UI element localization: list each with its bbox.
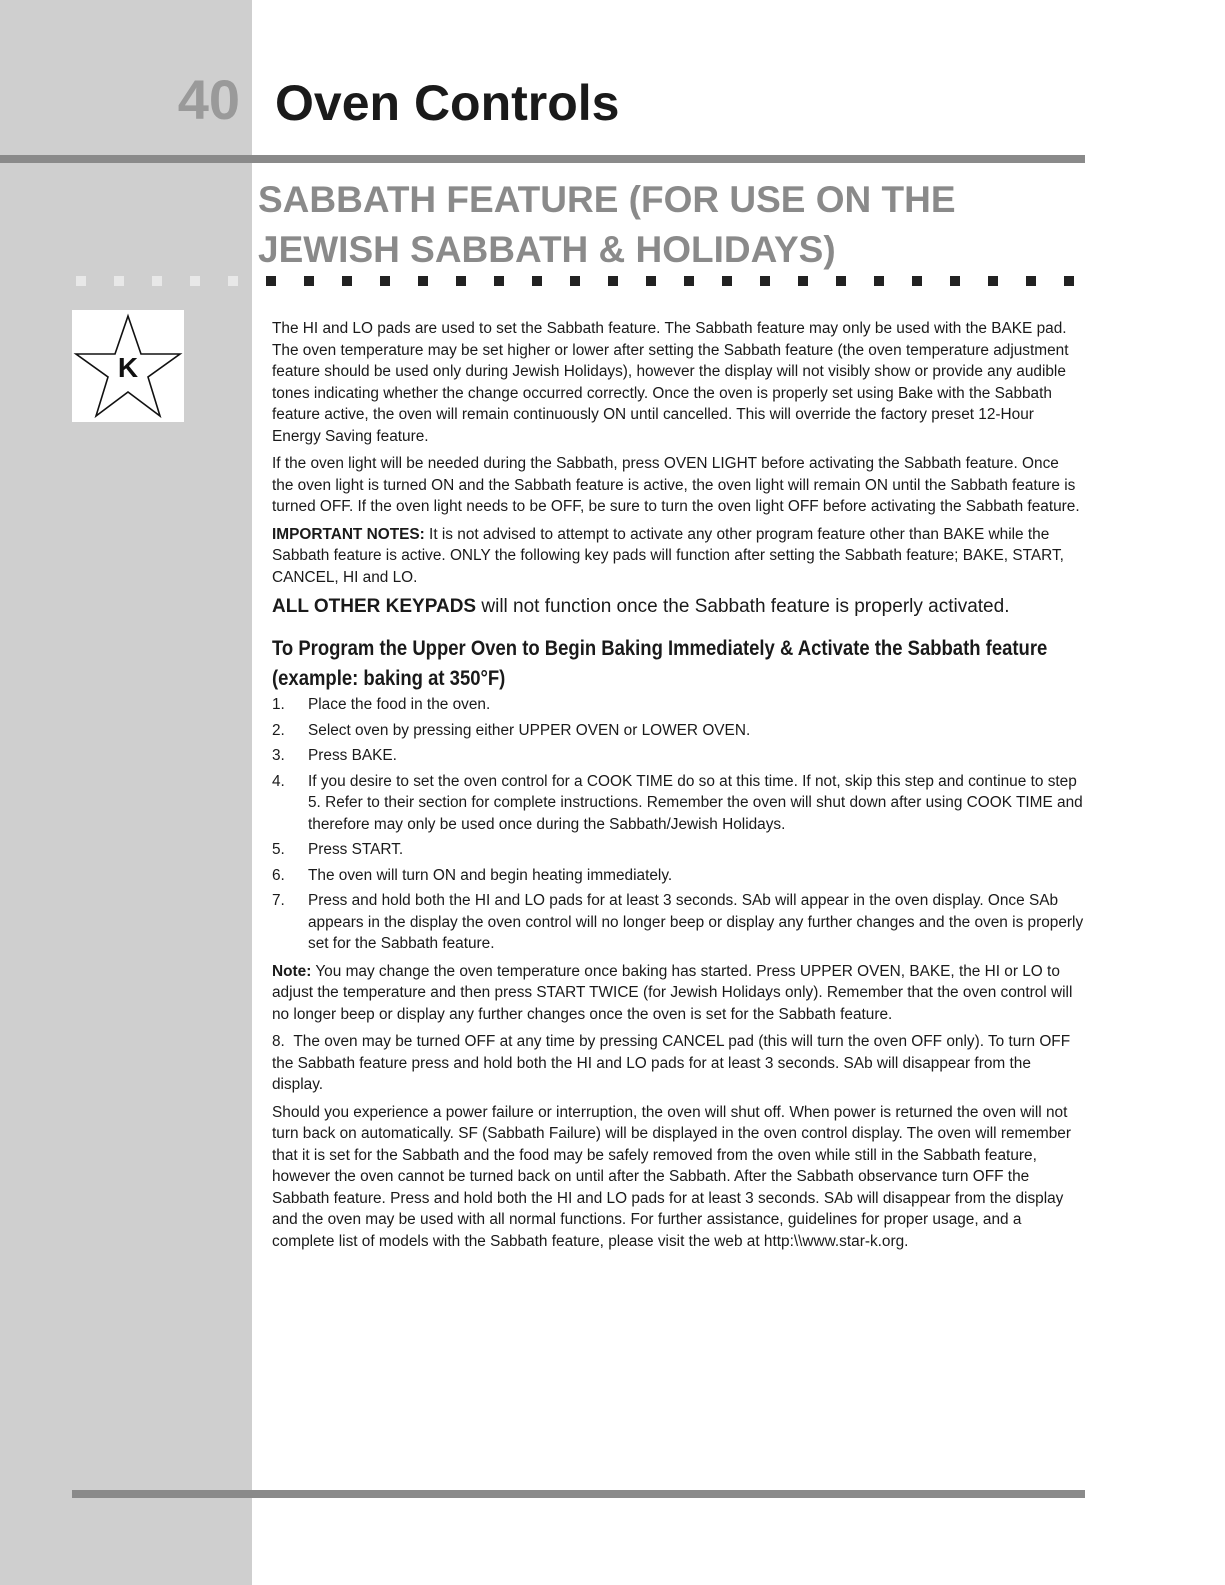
- main-content: [272, 318, 1084, 1258]
- divider-square: [722, 276, 732, 286]
- step-8-text: The oven may be turned OFF at any time by pressing CANCEL pad (this will turn the oven OFF only). To turn OFF the Sabbath feature press and hold both the HI and LO pads for at least 3 seconds. SAb will disappear from the display.: [272, 1033, 1071, 1093]
- divider-square: [342, 276, 352, 286]
- divider-square: [798, 276, 808, 286]
- divider-square: [532, 276, 542, 286]
- important-notes-label: IMPORTANT NOTES:: [272, 525, 425, 543]
- divider-square: [608, 276, 618, 286]
- divider-square: [874, 276, 884, 286]
- divider-square: [190, 276, 200, 286]
- header-rule: [0, 155, 1085, 163]
- intro-paragraph-1: The HI and LO pads are used to set the Sabbath feature. The Sabbath feature may only be used with the BAKE pad. The oven temperature may be set higher or lower after setting the Sabbath feature (the oven temperature adjustment feature should be used only during Jewish Holidays), however the display will not visibly show or provide any audible tones indicating whether the change occurred correctly. Once the oven is properly set using Bake with the Sabbath feature active, the oven will remain continuously ON until cancelled. This will override the factory preset 12-Hour Energy Saving feature.: [272, 320, 1069, 445]
- divider-square: [494, 276, 504, 286]
- divider-square: [228, 276, 238, 286]
- note-paragraph: [272, 961, 1084, 1026]
- power-failure-paragraph: Should you experience a power failure or interruption, the oven will shut off. When power is returned the oven will not turn back on automatically. SF (Sabbath Failure) will be displayed in the oven control display. The oven will remember that it is set for the Sabbath and the food may be safely removed from the oven while still in the Sabbath feature, however the oven cannot be turned back on until after the Sabbath. After the Sabbath observance turn OFF the Sabbath feature. Press and hold both the HI and LO pads for at least 3 seconds. SAb will disappear from the display and the oven may be used with all normal functions. For further assistance, guidelines for proper usage, and a complete list of models with the Sabbath feature, please visit the web at http:\\www.star-k.org.: [272, 1103, 1071, 1250]
- intro-paragraph-2: If the oven light will be needed during the Sabbath, press OVEN LIGHT before activating the Sabbath feature. Once the oven light is turned ON and the Sabbath feature is active, the oven light will remain ON until the Sabbath feature is turned OFF. If the oven light needs to be OFF, be sure to turn the oven light OFF before activating the Sabbath feature.: [272, 455, 1080, 515]
- star-k-logo: [72, 310, 184, 422]
- dotted-divider: [0, 276, 1085, 288]
- important-notes-text: It is not advised to attempt to activate any other program feature other than BAKE while the Sabbath feature is active. ONLY the following key pads will function after setting the Sabbath feature; BAKE, START, CANCEL, HI and LO.: [272, 525, 1064, 586]
- list-item: 3. Press BAKE.: [272, 747, 397, 764]
- divider-square: [76, 276, 86, 286]
- divider-square: [1064, 276, 1074, 286]
- divider-square: [1026, 276, 1036, 286]
- star-icon: [72, 310, 184, 422]
- step-8: [272, 1031, 1084, 1096]
- divider-square: [760, 276, 770, 286]
- program-steps: [272, 694, 1084, 955]
- note-label: Note:: [272, 962, 312, 980]
- important-notes: [272, 524, 1084, 589]
- footer-rule: [72, 1490, 1085, 1498]
- divider-square: [456, 276, 466, 286]
- page-title: Oven Controls: [275, 75, 620, 131]
- divider-square: [836, 276, 846, 286]
- divider-square: [418, 276, 428, 286]
- divider-square: [152, 276, 162, 286]
- divider-square: [380, 276, 390, 286]
- divider-square: [646, 276, 656, 286]
- step-8-number: 8.: [272, 1033, 285, 1050]
- divider-square: [684, 276, 694, 286]
- divider-square: [266, 276, 276, 286]
- note-text: You may change the oven temperature once baking has started. Press UPPER OVEN, BAKE, the HI or LO to adjust the temperature and then press START TWICE (for Jewish Holidays only). Remember that the oven control will no longer beep or display any further changes once the oven is set for the Sabbath feature.: [272, 962, 1073, 1023]
- logo-letter: K: [117, 352, 139, 383]
- page-number: 40: [177, 68, 240, 131]
- list-item: 1. Place the food in the oven.: [272, 696, 491, 713]
- list-item: 7. Press and hold both the HI and LO pads for at least 3 seconds. SAb will appear in the oven display. Once SAb appears in the display the oven control will no longer beep or display any further changes and the oven is properly set for the Sabbath feature.: [272, 892, 1084, 952]
- divider-square: [988, 276, 998, 286]
- left-sidebar-band: [0, 0, 252, 1585]
- divider-square: [950, 276, 960, 286]
- divider-square: [570, 276, 580, 286]
- divider-square: [304, 276, 314, 286]
- list-item: 2. Select oven by pressing either UPPER OVEN or LOWER OVEN.: [272, 721, 751, 739]
- divider-square: [114, 276, 124, 286]
- list-item: 4. If you desire to set the oven control for a COOK TIME do so at this time. If not, skip this step and continue to step 5. Refer to their section for complete instructions. Remember the oven will shut down after using COOK TIME and therefore may only be used once during the Sabbath/Jewish Holidays.: [272, 772, 1083, 833]
- program-heading: To Program the Upper Oven to Begin Baking Immediately & Activate the Sabbath feature (example: baking at 350°F): [272, 637, 1048, 690]
- divider-square: [912, 276, 922, 286]
- all-other-keypads: [272, 594, 1084, 620]
- section-title: SABBATH FEATURE (FOR USE ON THE JEWISH SABBATH & HOLIDAYS): [258, 179, 956, 270]
- all-other-text: will not function once the Sabbath feature is properly activated.: [476, 596, 1010, 617]
- list-item: 5. Press START.: [272, 841, 404, 858]
- list-item: 6. The oven will turn ON and begin heating immediately.: [272, 866, 673, 884]
- all-other-label: ALL OTHER KEYPADS: [272, 596, 477, 617]
